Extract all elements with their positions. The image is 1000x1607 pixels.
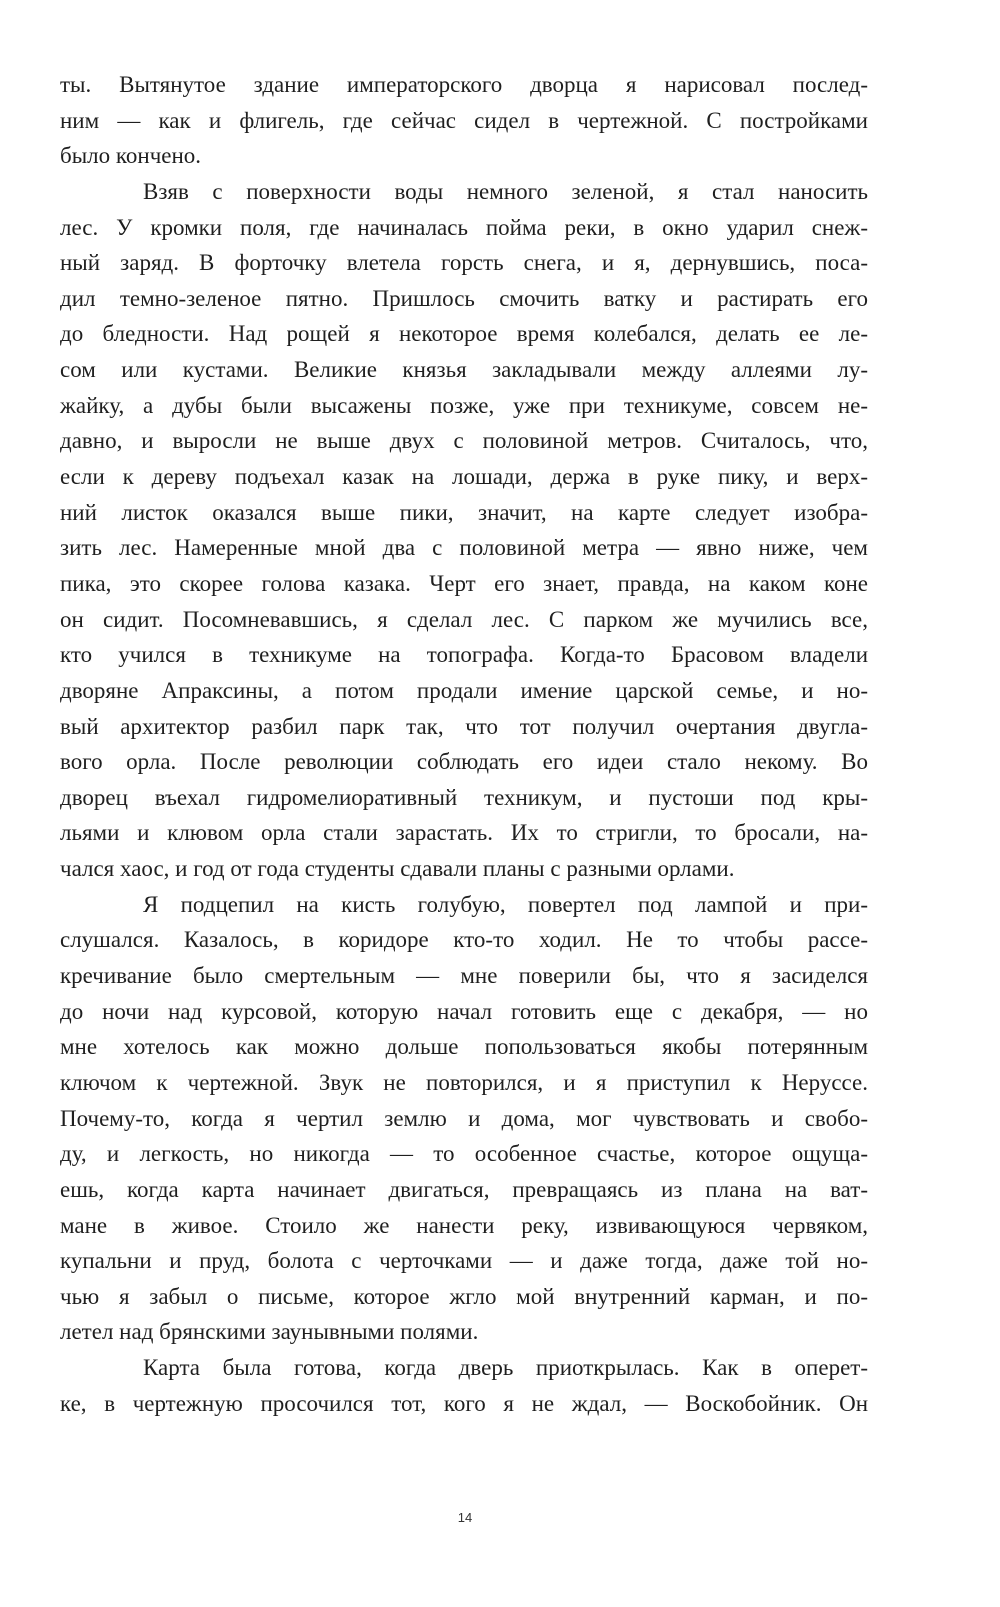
text-line: Почему-то, когда я чертил землю и дома, мог чувствовать и свобо-: [60, 1105, 868, 1131]
text-line: жайку, а дубы были высажены позже, уже при техникуме, совсем не-: [60, 392, 868, 418]
paragraph: [60, 67, 868, 174]
text-line: ный заряд. В форточку влетела горсть снега, и я, дернувшись, поса-: [60, 250, 868, 276]
text-line: до бледности. Над рощей я некоторое время колебался, делать ее ле-: [60, 321, 868, 347]
paragraph: [60, 887, 868, 1350]
text-line: вого орла. После революции соблюдать его идеи стало некому. Во: [60, 749, 868, 775]
text-line: вый архитектор разбил парк так, что тот получил очертания двугла-: [60, 713, 868, 739]
text-line: зить лес. Намеренные мной два с половиной метра — явно ниже, чем: [60, 535, 868, 561]
paragraph: [60, 174, 868, 887]
text-line: кречивание было смертельным — мне поверили бы, что я засиделся: [60, 963, 868, 989]
paragraph: [60, 1350, 868, 1421]
text-line: слушался. Казалось, в коридоре кто-то ходил. Не то чтобы рассе-: [60, 927, 868, 953]
text-line: было кончено.: [60, 143, 202, 169]
text-line: льями и клювом орла стали зарастать. Их то стригли, то бросали, на-: [60, 820, 868, 846]
text-line: купальни и пруд, болота с черточками — и даже тогда, даже той но-: [60, 1248, 868, 1274]
text-line: если к дереву подъехал казак на лошади, держа в руке пику, и верх-: [60, 464, 868, 490]
text-line: Карта была готова, когда дверь приоткрылась. Как в оперет-: [143, 1355, 868, 1381]
text-line: Взяв с поверхности воды немного зеленой, я стал наносить: [143, 178, 868, 204]
text-line: мне хотелось как можно дольше попользоваться якобы потерянным: [60, 1034, 868, 1060]
text-line: ду, и легкость, но никогда — то особенное счастье, которое ощуща-: [60, 1141, 868, 1167]
text-line: дил темно-зеленое пятно. Пришлось смочить ватку и растирать его: [60, 285, 868, 311]
text-line: ключом к чертежной. Звук не повторился, и я приступил к Неруссе.: [60, 1069, 868, 1095]
text-line: чался хаос, и год от года студенты сдавали планы с разными орлами.: [60, 856, 735, 882]
text-line: он сидит. Посомневавшись, я сделал лес. С парком же мучились все,: [60, 606, 868, 632]
text-line: ним — как и флигель, где сейчас сидел в чертежной. С постройками: [60, 107, 868, 133]
text-line: дворяне Апраксины, а потом продали имение царской семье, и но-: [60, 677, 868, 703]
text-line: кто учился в техникуме на топографа. Когда-то Брасовом владели: [60, 642, 868, 668]
text-line: до ночи над курсовой, которую начал готовить еще с декабря, — но: [60, 998, 868, 1024]
text-line: ний листок оказался выше пики, значит, на карте следует изобра-: [60, 499, 868, 525]
page-number: 14: [457, 1510, 473, 1525]
text-line: чью я забыл о письме, которое жгло мой внутренний карман, и по-: [60, 1283, 868, 1309]
text-line: Я подцепил на кисть голубую, повертел под лампой и при-: [143, 891, 868, 917]
text-line: лес. У кромки поля, где начиналась пойма реки, в окно ударил снеж-: [60, 214, 868, 240]
text-line: пика, это скорее голова казака. Черт его знает, правда, на каком коне: [60, 570, 868, 596]
text-line: ешь, когда карта начинает двигаться, превращаясь из плана на ват-: [60, 1176, 868, 1202]
text-line: ке, в чертежную просочился тот, кого я не ждал, — Воскобойник. Он: [60, 1390, 868, 1416]
text-line: дворец въехал гидромелиоративный техникум, и пустоши под кры-: [60, 784, 868, 810]
page-body: [60, 67, 868, 1421]
text-line: мане в живое. Стоило же нанести реку, извивающуюся червяком,: [60, 1212, 868, 1238]
text-line: давно, и выросли не выше двух с половиной метров. Считалось, что,: [60, 428, 868, 454]
text-line: ты. Вытянутое здание императорского дворца я нарисовал послед-: [60, 72, 868, 97]
text-line: летел над брянскими заунывными полями.: [60, 1319, 479, 1345]
text-line: сом или кустами. Великие князья закладывали между аллеями лу-: [60, 357, 868, 383]
